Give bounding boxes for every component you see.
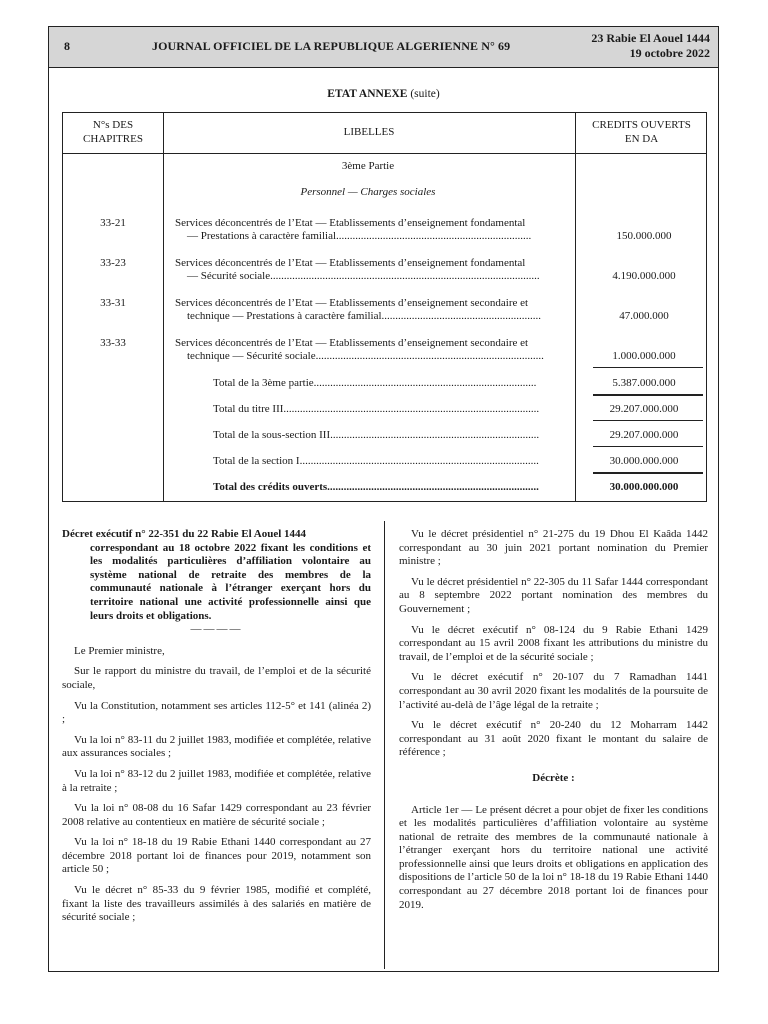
preamble-paragraph: Vu la loi n° 83-11 du 2 juillet 1983, modifiée et complétée, relative aux assurances sociales ; [62,733,371,760]
preamble-paragraph: Vu la loi n° 08-08 du 16 Safar 1429 correspondant au 23 février 2008 relative au contentieux en matière de sécurité sociale ; [62,802,371,828]
chapter-label: Services déconcentrés de l’Etat — Etablissements d’enseignement secondaire et technique — Sécurité sociale................................................................................... [175,337,544,362]
preamble-paragraph: Vu le décret présidentiel n° 22-305 du 11 Safar 1444 correspondant au 8 septembre 2022 portant nomination des membres du Gouvernement ; [399,575,708,615]
part-subtitle: Personnel — Charges sociales [300,186,436,198]
article-1: Article 1er — Le présent décret a pour objet de fixer les conditions et les modalités particulières d’affiliation volontaire au système national de retraite des membres de la communauté nationale à l’étranger exerçant hors du territoire national une activité professionnelle ainsi que leurs droits et obligations en application des dispositions de l’article 50 de la loi n° 18-18 du 19 Rabie Ethani 1440 correspondant au 27 décembre 2018 portant loi de finances pour 2019. [399,803,708,911]
amount-rule [593,367,703,368]
total-amount: 29.207.000.000 [609,429,679,441]
chapter-amount: 1.000.000.000 [612,350,676,362]
part-title: 3ème Partie [341,160,395,172]
annex-title-suffix: (suite) [407,88,440,100]
chapter-code: 33-31 [100,297,126,309]
preamble-paragraph: Le Premier ministre, [74,644,165,657]
preamble-paragraph: Vu la Constitution, notamment ses articles 112-5° et 141 (alinéa 2) ; [62,699,371,726]
issue-date [591,31,710,61]
credits-table [62,112,707,502]
journal-header [49,27,718,68]
amount-rule [593,446,703,447]
chapter-code: 33-23 [100,257,126,269]
date-hijri: 23 Rabie El Aouel 1444 [591,31,710,45]
page-frame [48,26,719,972]
preamble-paragraph: Vu le décret exécutif n° 08-124 du 9 Rabie Ethani 1429 correspondant au 15 avril 2008 fixant les attributions du ministre du travail, de l’emploi et de la sécurité sociale ; [399,623,708,663]
preamble-paragraph: Vu le décret n° 85-33 du 9 février 1985, modifié et complété, fixant la liste des travailleurs assimilés à des salariés en matière de sécurité sociale ; [62,884,371,924]
journal-title: JOURNAL OFFICIEL DE LA REPUBLIQUE ALGERIENNE N° 69 [152,39,511,53]
right-column [399,528,708,919]
chapter-code: 33-33 [100,337,126,349]
column-header-libelles: LIBELLES [343,126,395,138]
amount-rule [593,394,703,396]
total-label: Total de la sous-section III............................................................................ [213,429,540,441]
chapter-label: Services déconcentrés de l’Etat — Etablissements d’enseignement secondaire et technique — Prestations à caractère familial.......................................................... [175,297,542,322]
annex-title-main: ETAT ANNEXE [327,88,408,100]
total-amount: 30.000.000.000 [609,455,679,467]
preamble-paragraph: Vu le décret exécutif n° 20-240 du 12 Moharram 1442 correspondant au 31 août 2020 fixant le montant du salaire de référence ; [399,719,708,759]
total-label: Total de la section I....................................................................................... [213,455,539,467]
total-label: Total de la 3ème partie................................................................................. [213,377,537,389]
decrete-heading: Décrète : [532,771,575,784]
column-divider [384,521,385,969]
page-number: 8 [64,39,70,53]
chapter-code: 33-21 [100,217,126,229]
total-label: Total du titre III............................................................................................. [213,403,540,415]
column-header-chapters: N°s DES CHAPITRES [83,119,143,145]
chapter-amount: 4.190.000.000 [612,270,676,282]
column-header-credits: CREDITS OUVERTS EN DA [592,119,691,145]
total-amount: 29.207.000.000 [609,403,679,415]
chapter-amount: 150.000.000 [616,230,672,242]
grand-total-amount: 30.000.000.000 [609,481,679,493]
chapter-label: Services déconcentrés de l’Etat — Etablissements d’enseignement fondamental — Sécurité sociale.................................................................................................. [175,257,540,282]
chapter-amount: 47.000.000 [619,310,669,322]
title-separator: ———— [190,623,243,636]
amount-rule [593,472,703,474]
preamble-paragraph: Vu le décret présidentiel n° 21-275 du 19 Dhou El Kaâda 1442 correspondant au 30 juin 2021 portant nomination du Premier ministre ; [399,528,708,568]
chapter-label: Services déconcentrés de l’Etat — Etablissements d’enseignement fondamental — Prestations à caractère familial....................................................................... [175,217,532,242]
table-header-rule [63,153,706,154]
preamble-paragraph: Vu le décret exécutif n° 20-107 du 7 Ramadhan 1441 correspondant au 30 avril 2020 fixant les modalités de la poursuite de l’activité au-delà de l’âge légal de la retraite ; [399,671,708,711]
total-amount: 5.387.000.000 [612,377,676,389]
date-gregorian: 19 octobre 2022 [629,46,710,60]
left-column [62,528,371,932]
preamble-paragraph: Vu la loi n° 18-18 du 19 Rabie Ethani 1440 correspondant au 27 décembre 2018 portant loi de finances pour 2019, notamment son article 50 ; [62,836,371,876]
grand-total-label: Total des crédits ouverts............................................................................. [213,481,539,493]
preamble-paragraph: Vu la loi n° 83-12 du 2 juillet 1983, modifiée et complétée, relative à la retraite ; [62,767,371,794]
preamble-paragraph: Sur le rapport du ministre du travail, de l’emploi et de la sécurité sociale, [62,665,371,691]
decree-title: Décret exécutif n° 22-351 du 22 Rabie El Aouel 1444 correspondant au 18 octobre 2022 fixant les conditions et les modalités particulières d’affiliation volontaire au système national de retraite des membres de la communauté nationale à l’étranger exerçant hors du territoire national une activité professionnelle ainsi que leurs droits et obligations. [62,528,371,622]
annex-title [49,88,718,100]
amount-rule [593,420,703,421]
